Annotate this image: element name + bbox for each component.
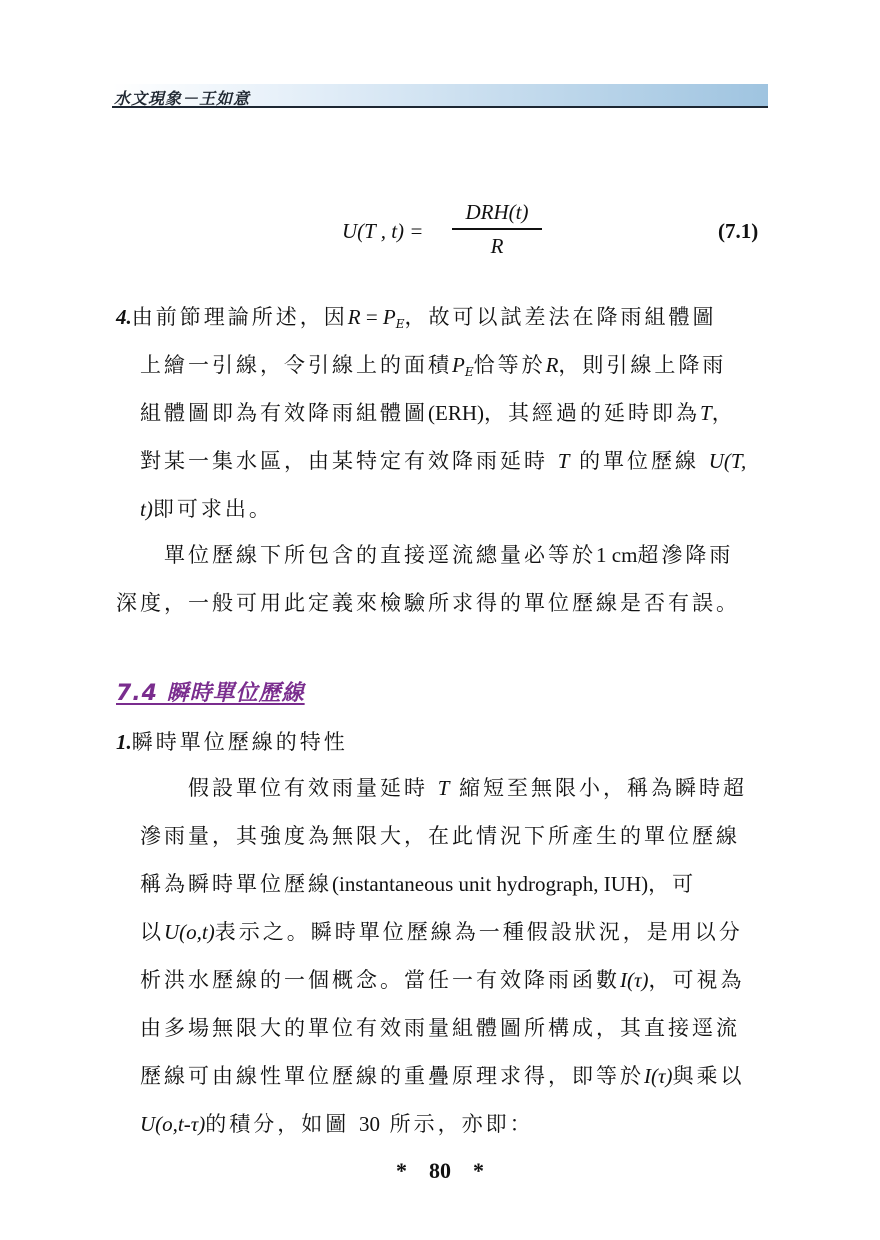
para3-line-3: 稱為瞬時單位歷線(instantaneous unit hydrograph, IUH)，可 [140, 872, 697, 896]
star-left: * [396, 1158, 407, 1183]
item4-line-5: t)即可求出。 [140, 497, 273, 521]
item4-line-4: 對某一集水區，由某特定有效降雨延時 T 的單位歷線 U(T, [140, 449, 747, 473]
equation-denominator: R [490, 233, 504, 258]
para3-line-7: 歷線可由線性單位歷線的重疊原理求得，即等於I(τ)與乘以 [140, 1064, 745, 1088]
equation-7-1 [0, 198, 880, 268]
equation-number: (7.1) [718, 219, 759, 243]
subsection-heading [116, 727, 348, 757]
subsection-title: 瞬時單位歷線的特性 [131, 730, 348, 754]
para3-line-6: 由多場無限大的單位有效雨量組體圖所構成，其直接逕流 [140, 1016, 740, 1040]
fraction-bar [452, 228, 542, 230]
para3-line-8: U(o,t-τ)的積分，如圖 30 所示，亦即： [140, 1112, 534, 1136]
equation-numerator: DRH(t) [465, 200, 529, 224]
section-title: 7.4 瞬時單位歷線 [116, 681, 305, 706]
running-header-title: 水文現象－王如意 [114, 89, 251, 108]
item4-number: 4. [116, 305, 132, 329]
page-number-value: 80 [429, 1158, 451, 1183]
para2-line-1: 單位歷線下所包含的直接逕流總量必等於1 cm超滲降雨 [164, 543, 734, 567]
star-right: * [473, 1158, 484, 1183]
para3-line-2: 滲雨量，其強度為無限大，在此情況下所產生的單位歷線 [140, 824, 740, 848]
para2-line-2: 深度，一般可用此定義來檢驗所求得的單位歷線是否有誤。 [116, 591, 740, 615]
para3-line-1: 假設單位有效雨量延時 T 縮短至無限小，稱為瞬時超 [188, 776, 748, 800]
item4-line-2: 上繪一引線，令引線上的面積$P_E$恰等於R，則引線上降雨 [140, 353, 727, 379]
equation-lhs: U(T , t) = [342, 219, 424, 243]
para3-line-5: 析洪水歷線的一個概念。當任一有效降雨函數I(τ)，可視為 [140, 968, 745, 992]
page-number [0, 1158, 880, 1184]
item4-line-1: 4.由前節理論所述，因$R = P_E$，故可以試差法在降雨組體圖 [116, 305, 717, 331]
para3-line-4: 以U(o,t)表示之。瞬時單位歷線為一種假設狀況，是用以分 [140, 920, 743, 944]
equation-fraction [452, 198, 542, 260]
subsection-number: 1. [116, 730, 132, 754]
item4-line-3: 組體圖即為有效降雨組體圖(ERH)，其經過的延時即為T， [140, 401, 736, 425]
